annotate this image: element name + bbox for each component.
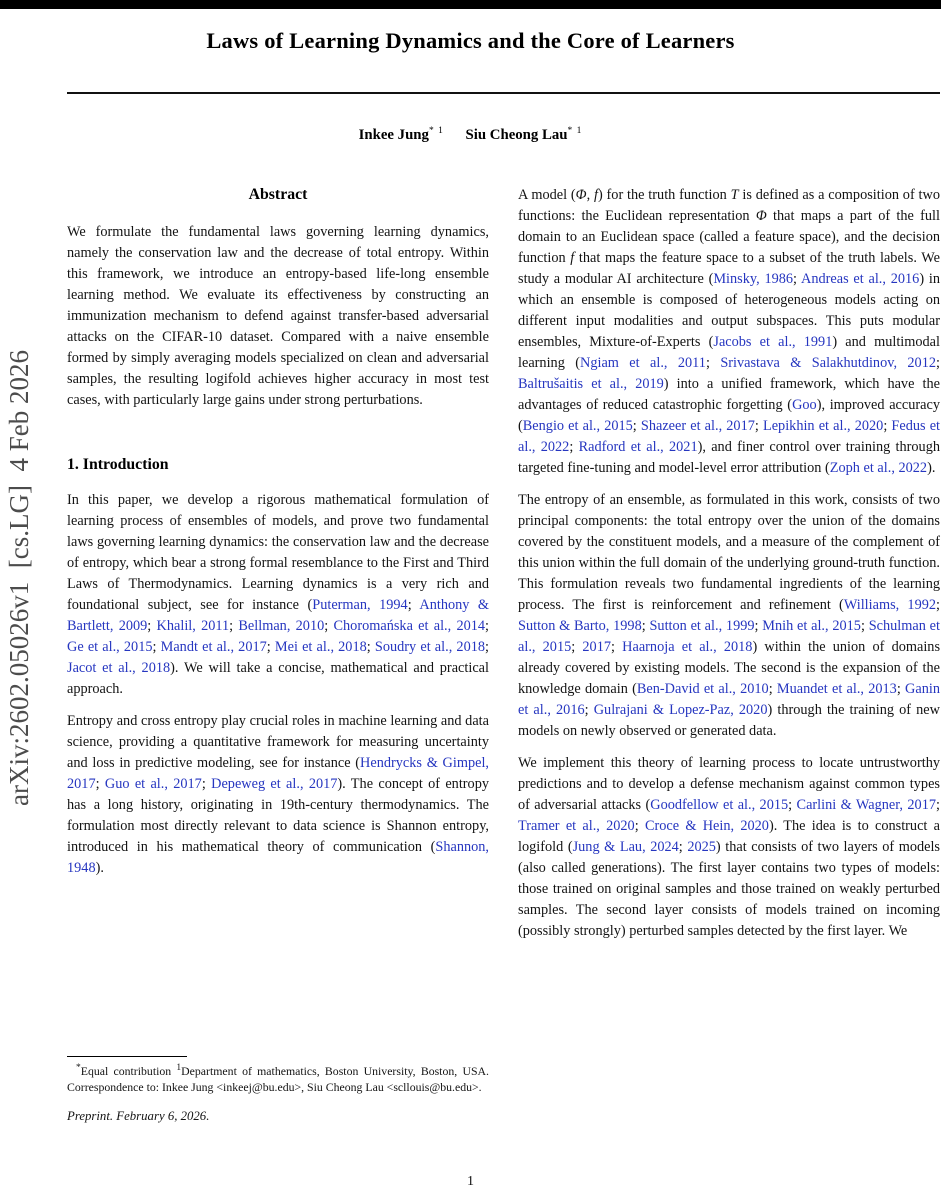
citation-link[interactable]: Guo et al., 2017: [104, 776, 202, 792]
citation-link[interactable]: Lepikhin et al., 2020: [762, 418, 884, 434]
citation-link[interactable]: Bellman, 2010: [238, 618, 325, 634]
citation-link[interactable]: Goodfellow et al., 2015: [650, 797, 789, 813]
citation-link[interactable]: Mandt et al., 2017: [160, 639, 267, 655]
citation-link[interactable]: Goo: [792, 397, 817, 413]
citation-link[interactable]: Ben-David et al., 2010: [636, 681, 769, 697]
author-1-name: Inkee Jung: [358, 126, 429, 143]
intro-paragraph-2: Entropy and cross entropy play crucial roles in machine learning and data science, providing a quantitative framework for measuring uncertainty and loss in predictive modeling, see for instance (Hendrycks & Gimpel, 2017; Guo et al., 2017; Depeweg et al., 2017). The concept of entropy has a long history, originating in 19th-century thermodynamics. The formulation most directly relevant to data science is Shannon entropy, introduced in his mathematical theory of communication (Shannon, 1948).: [67, 713, 490, 876]
citation-link[interactable]: Jacobs et al., 1991: [713, 334, 833, 350]
right-column: [518, 185, 940, 953]
arxiv-watermark: arXiv:2602.05026v1 [cs.LG] 4 Feb 2026: [4, 350, 34, 806]
abstract-paragraph: We formulate the fundamental laws governing learning dynamics, namely the conservation law and the decrease of total entropy. Within this framework, we introduce an entropy-based life-long ensemble learning method. We evaluate its effectiveness by constructing an immunization mechanism to defend against transfer-based adversarial attacks on the CIFAR-10 dataset. Compared with a naive ensemble formed by simply averaging models specialized on clean and adversarial samples, the resulting logifold achieves higher accuracy in most test cases, with particularly large gains under strong perturbations.: [67, 224, 489, 408]
superscript-mark: *: [76, 1063, 81, 1074]
citation-link[interactable]: Sutton & Barto, 1998: [518, 618, 642, 634]
superscript-mark: 1: [176, 1063, 182, 1074]
right-paragraph-1: A model (Φ, f) for the truth function T is defined as a composition of two functions: the Euclidean representation Φ that maps a part of the full domain to an Euclidean space (called a feature space), and the decision function f that maps the feature space to a subset of the truth labels. We study a modular AI architecture (Minsky, 1986; Andreas et al., 2016) in which an ensemble is composed of heterogeneous models acting on different input modalities and output subspaces. This puts modular ensembles, Mixture-of-Experts (Jacobs et al., 1991) and multimodal learning (Ngiam et al., 2011; Srivastava & Salakhutdinov, 2012; Baltrušaitis et al., 2019) into a unified framework, which have the advantages of reduced catastrophic forgetting (Goo), improved accuracy (Bengio et al., 2015; Shazeer et al., 2017; Lepikhin et al., 2020; Fedus et al., 2022; Radford et al., 2021), and finer control over training through targeted fine-tuning and model-level error attribution (Zoph et al., 2022).: [518, 187, 941, 476]
citation-link[interactable]: Williams, 1992: [843, 597, 937, 613]
citation-link[interactable]: Jacot et al., 2018: [67, 660, 171, 676]
left-column: [67, 185, 489, 890]
citation-link[interactable]: Sutton et al., 1999: [649, 618, 755, 634]
citation-link[interactable]: Zoph et al., 2022: [829, 460, 928, 476]
citation-link[interactable]: Schulman et al., 2015: [518, 618, 940, 655]
citation-link[interactable]: Carlini & Wagner, 2017: [796, 797, 936, 813]
citation-link[interactable]: Jung & Lau, 2024: [572, 839, 679, 855]
citation-link[interactable]: Depeweg et al., 2017: [211, 776, 338, 792]
top-black-bar: [0, 0, 941, 9]
citation-link[interactable]: Mei et al., 2018: [274, 639, 367, 655]
citation-link[interactable]: Radford et al., 2021: [578, 439, 698, 455]
citation-link[interactable]: Croce & Hein, 2020: [644, 818, 769, 834]
math-symbol: Φ: [575, 187, 587, 203]
citation-link[interactable]: Mnih et al., 2015: [762, 618, 861, 634]
section-heading-introduction: 1. Introduction: [67, 456, 169, 473]
citation-link[interactable]: Ge et al., 2015: [67, 639, 153, 655]
citation-link[interactable]: Khalil, 2011: [156, 618, 230, 634]
preprint-note: Preprint. February 6, 2026.: [67, 1109, 210, 1123]
citation-link[interactable]: Tramer et al., 2020: [518, 818, 635, 834]
title-rule: [67, 92, 940, 94]
footnote-rule: [67, 1056, 187, 1057]
citation-link[interactable]: Soudry et al., 2018: [374, 639, 486, 655]
footnote-text: *Equal contribution $^1$Department of mathematics, Boston University, Boston, USA. Correspondence to: Inkee Jung <inkeej@bu.edu>, Siu Cheong Lau <scllouis@bu.edu>.: [67, 1063, 489, 1094]
citation-link[interactable]: Shazeer et al., 2017: [640, 418, 755, 434]
author-1: [359, 127, 444, 143]
citation-link[interactable]: Minsky, 1986: [713, 271, 794, 287]
citation-link[interactable]: Hendrycks & Gimpel, 2017: [67, 755, 489, 792]
citation-link[interactable]: Puterman, 1994: [312, 597, 408, 613]
citation-link[interactable]: Ngiam et al., 2011: [580, 355, 706, 371]
math-symbol: f: [593, 187, 598, 203]
author-2: [466, 127, 583, 143]
author-2-name: Siu Cheong Lau: [465, 126, 568, 143]
citation-link[interactable]: Haarnoja et al., 2018: [622, 639, 753, 655]
author-1-mark: * 1: [428, 126, 444, 136]
citation-link[interactable]: Anthony & Bartlett, 2009: [67, 597, 490, 634]
math-symbol: f: [570, 250, 575, 266]
page-number: 1: [467, 1174, 474, 1189]
right-paragraph-3: We implement this theory of learning process to locate untrustworthy predictions and to develop a defense mechanism against common types of adversarial attacks (Goodfellow et al., 2015; Carlini & Wagner, 2017; Tramer et al., 2020; Croce & Hein, 2020). The idea is to construct a logifold (Jung & Lau, 2024; 2025) that consists of two layers of models (also called generations). The first layer contains two types of models: those trained on original samples and those trained on weakly perturbed samples. The second layer consists of models trained on incoming (possibly strongly) perturbed samples detected by the first layer. We: [518, 755, 941, 939]
citation-link[interactable]: Muandet et al., 2013: [776, 681, 897, 697]
abstract-heading: Abstract: [248, 186, 308, 203]
math-symbol: Φ: [755, 208, 767, 224]
math-symbol: T: [730, 187, 739, 203]
citation-link[interactable]: Choromańska et al., 2014: [333, 618, 486, 634]
author-2-mark: * 1: [567, 126, 583, 136]
citation-link[interactable]: Srivastava & Salakhutdinov, 2012: [720, 355, 937, 371]
citation-link[interactable]: 2017: [582, 639, 611, 655]
citation-link[interactable]: Gulrajani & Lopez-Paz, 2020: [593, 702, 768, 718]
citation-link[interactable]: Andreas et al., 2016: [801, 271, 920, 287]
paper-title: Laws of Learning Dynamics and the Core of Learners: [206, 28, 735, 53]
citation-link[interactable]: Bengio et al., 2015: [522, 418, 633, 434]
citation-link[interactable]: Shannon, 1948: [67, 839, 489, 876]
citation-link[interactable]: 2025: [687, 839, 716, 855]
authors-line: [0, 126, 941, 144]
citation-link[interactable]: Fedus et al., 2022: [518, 418, 941, 455]
citation-link[interactable]: Ganin et al., 2016: [518, 681, 940, 718]
citation-link[interactable]: Baltrušaitis et al., 2019: [518, 376, 664, 392]
intro-paragraph-1: In this paper, we develop a rigorous mathematical formulation of learning process of ensembles of models, and prove two fundamental laws governing learning dynamics: the conservation law and the decrease of entropy, which bear a strong formal resemblance to the First and Third Laws of Thermodynamics. Learning dynamics is a very rich and foundational subject, see for instance (Puterman, 1994; Anthony & Bartlett, 2009; Khalil, 2011; Bellman, 2010; Choromańska et al., 2014; Ge et al., 2015; Mandt et al., 2017; Mei et al., 2018; Soudry et al., 2018; Jacot et al., 2018). We will take a concise, mathematical and practical approach.: [67, 492, 490, 697]
footnote-block: [67, 1056, 489, 1125]
right-paragraph-2: The entropy of an ensemble, as formulated in this work, consists of two principal components: the total entropy over the union of the domains covered by the constituent models, and a measure of the complement of this union within the full domain of the underlying ground-truth function. This formulation reveals two fundamental ingredients of the learning process. The first is reinforcement and refinement (Williams, 1992; Sutton & Barto, 1998; Sutton et al., 1999; Mnih et al., 2015; Schulman et al., 2015; 2017; Haarnoja et al., 2018) within the union of domains already covered by existing models. The second is the expansion of the knowledge domain (Ben-David et al., 2010; Muandet et al., 2013; Ganin et al., 2016; Gulrajani & Lopez-Paz, 2020) through the training of new models on newly observed or generated data.: [518, 492, 941, 739]
